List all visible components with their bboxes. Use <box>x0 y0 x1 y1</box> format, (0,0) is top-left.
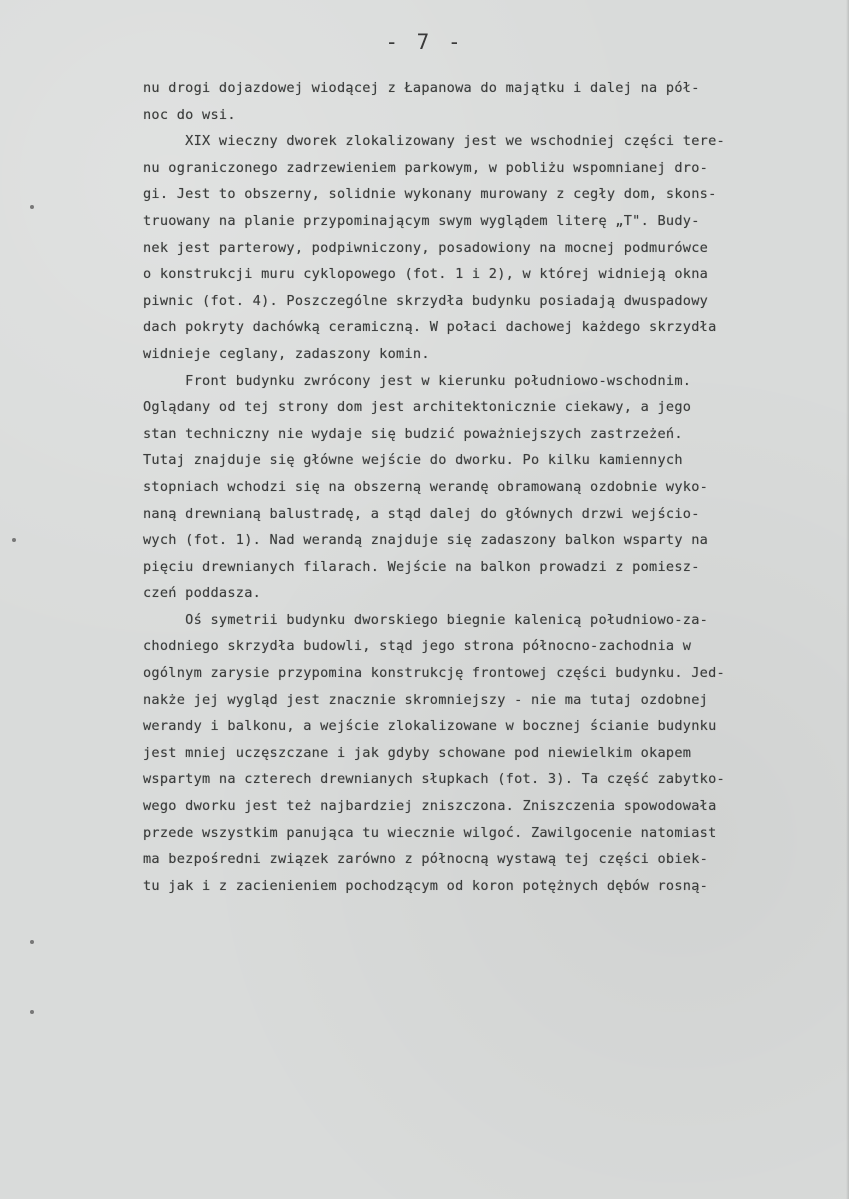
text-line: Tutaj znajduje się główne wejście do dworku. Po kilku kamiennych <box>143 452 683 469</box>
text-line: czeń poddasza. <box>143 585 262 602</box>
margin-dot <box>30 940 34 944</box>
typed-text-body <box>143 75 849 899</box>
text-line: o konstrukcji muru cyklopowego (fot. 1 i 2), w której widnieją okna <box>143 266 709 283</box>
text-line: noc do wsi. <box>143 106 236 123</box>
text-line: chodniego skrzydła budowli, stąd jego strona północno-zachodnia w <box>143 638 692 655</box>
text-line: Front budynku zwrócony jest w kierunku południowo-wschodnim. <box>143 372 692 389</box>
text-line: truowany na planie przypominającym swym wyglądem literę „T". Budy- <box>143 212 700 229</box>
text-line: Oglądany od tej strony dom jest architektonicznie ciekawy, a jego <box>143 399 692 416</box>
text-line: nu ograniczonego zadrzewieniem parkowym, w pobliżu wspomnianej dro- <box>143 159 709 176</box>
text-line: ogólnym zarysie przypomina konstrukcję frontowej części budynku. Jed- <box>143 665 725 682</box>
text-line: stopniach wchodzi się na obszerną werandę obramowaną ozdobnie wyko- <box>143 478 709 495</box>
text-line: nu drogi dojazdowej wiodącej z Łapanowa do majątku i dalej na pół- <box>143 80 700 96</box>
page-number: - 7 - <box>385 30 464 54</box>
text-line: pięciu drewnianych filarach. Wejście na balkon prowadzi z pomiesz- <box>143 558 700 575</box>
text-line: nakże jej wygląd jest znacznie skromniejszy - nie ma tutaj ozdobnej <box>143 691 709 708</box>
margin-dot <box>12 538 16 542</box>
text-line: wspartym na czterech drewnianych słupkach (fot. 3). Ta część zabytko- <box>143 771 725 788</box>
text-line: nek jest parterowy, podpiwniczony, posadowiony na mocnej podmurówce <box>143 239 709 256</box>
margin-dot <box>30 1010 34 1014</box>
text-line: piwnic (fot. 4). Poszczególne skrzydła budynku posiadają dwuspadowy <box>143 292 709 309</box>
text-line: wych (fot. 1). Nad werandą znajduje się zadaszony balkon wsparty na <box>143 532 709 549</box>
text-line: ma bezpośredni związek zarówno z północną wystawą tej części obiek- <box>143 851 709 868</box>
text-line: dach pokryty dachówką ceramiczną. W połaci dachowej każdego skrzydła <box>143 319 717 336</box>
text-line: stan techniczny nie wydaje się budzić poważniejszych zastrzeżeń. <box>143 425 683 442</box>
text-line: XIX wieczny dworek zlokalizowany jest we wschodniej części tere- <box>143 133 725 150</box>
text-line: naną drewnianą balustradę, a stąd dalej do głównych drzwi wejścio- <box>143 505 700 522</box>
text-line: werandy i balkonu, a wejście zlokalizowane w bocznej ścianie budynku <box>143 718 717 735</box>
text-line: wego dworku jest też najbardziej zniszczona. Zniszczenia spowodowała <box>143 798 717 815</box>
text-line: Oś symetrii budynku dworskiego biegnie kalenicą południowo-za- <box>143 611 709 628</box>
margin-dot <box>30 205 34 209</box>
text-line: gi. Jest to obszerny, solidnie wykonany murowany z cegły dom, skons- <box>143 186 717 203</box>
text-line: tu jak i z zacienieniem pochodzącym od koron potężnych dębów rosną- <box>143 877 709 894</box>
text-line: widnieje ceglany, zadaszony komin. <box>143 345 430 362</box>
text-line: przede wszystkim panująca tu wiecznie wilgoć. Zawilgocenie natomiast <box>143 824 717 841</box>
text-line: jest mniej uczęszczane i jak gdyby schowane pod niewielkim okapem <box>143 744 692 761</box>
